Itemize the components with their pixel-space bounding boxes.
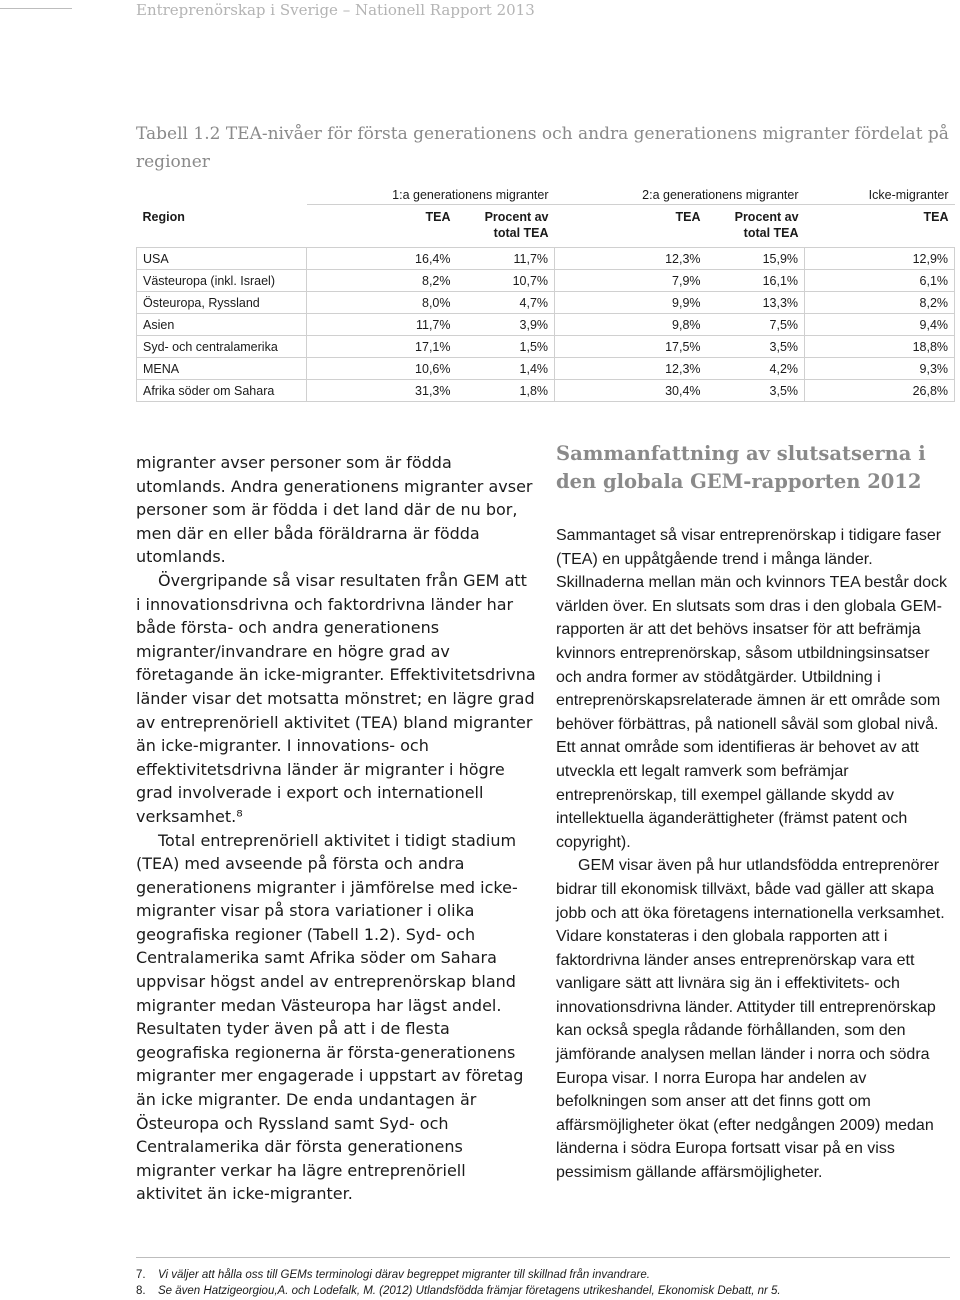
table-caption: Tabell 1.2 TEA-nivåer för första generationens och andra generationens migranter fördelat på regioner: [136, 124, 949, 172]
region-cell: Asien: [137, 314, 307, 336]
region-cell: MENA: [137, 358, 307, 380]
region-cell: USA: [137, 248, 307, 270]
right-body-column: [556, 440, 948, 1185]
sub-header-tea-2: TEA: [555, 205, 707, 248]
value-cell: 9,9%: [555, 292, 707, 314]
value-cell: 12,9%: [805, 248, 955, 270]
value-cell: 8,2%: [805, 292, 955, 314]
region-cell: Syd- och centralamerika: [137, 336, 307, 358]
value-cell: 30,4%: [555, 380, 707, 402]
footnote-number: 8.: [136, 1285, 146, 1297]
region-cell: Östeuropa, Ryssland: [137, 292, 307, 314]
section-heading: Sammanfattning av slutsatserna i den globala GEM-rapporten 2012: [556, 442, 926, 493]
right-paragraph: Sammantaget så visar entreprenörskap i tidigare faser (TEA) en uppåtgående trend i många länder. Skillnaderna mellan män och kvinnors TEA består dock världen över. En slutsats som dras i den globala GEM-rapporten är att det behövs insatser för att befrämja kvinnors entreprenörskap, såsom utbildningsinsatser och andra former av stödåtgärder. Utbildning i entreprenörskapsrelaterade ämnen är ett område som behöver förbättras, på nationell såväl som global nivå. Ett annat område som identifieras är behovet av att utveckla ett legalt ramverk som befrämjar entreprenörskap, till exempel gällande skydd av intellektuella äganderättigheter (främst patent och copyright).: [556, 527, 948, 851]
value-cell: 7,9%: [555, 270, 707, 292]
value-cell: 17,5%: [555, 336, 707, 358]
value-cell: 12,3%: [555, 248, 707, 270]
footnote-rule: [136, 1257, 950, 1258]
value-cell: 26,8%: [805, 380, 955, 402]
group-header-non-migrants: Icke-migranter: [805, 180, 955, 205]
table-row: [137, 336, 955, 358]
value-cell: 7,5%: [707, 314, 805, 336]
value-cell: 8,0%: [307, 292, 457, 314]
value-cell: 15,9%: [707, 248, 805, 270]
value-cell: 1,4%: [457, 358, 555, 380]
value-cell: 6,1%: [805, 270, 955, 292]
region-header: Region: [137, 205, 307, 248]
footnote-number: 7.: [136, 1269, 146, 1281]
value-cell: 9,3%: [805, 358, 955, 380]
footnote: [136, 1283, 950, 1299]
table-corner: [137, 180, 307, 205]
table-body: [137, 248, 955, 402]
footnotes: [136, 1267, 950, 1299]
value-cell: 4,7%: [457, 292, 555, 314]
sub-header-pct-1: Procent av total TEA: [457, 205, 555, 248]
region-cell: Afrika söder om Sahara: [137, 380, 307, 402]
value-cell: 16,4%: [307, 248, 457, 270]
value-cell: 10,6%: [307, 358, 457, 380]
running-head: Entreprenörskap i Sverige – Nationell Rapport 2013: [136, 1, 535, 19]
group-header-first-gen: 1:a generationens migranter: [307, 180, 555, 205]
value-cell: 3,9%: [457, 314, 555, 336]
value-cell: 17,1%: [307, 336, 457, 358]
sub-header-tea-1: TEA: [307, 205, 457, 248]
value-cell: 11,7%: [457, 248, 555, 270]
value-cell: 8,2%: [307, 270, 457, 292]
value-cell: 10,7%: [457, 270, 555, 292]
value-cell: 3,5%: [707, 336, 805, 358]
footnote-text: Se även Hatzigeorgiou,A. och Lodefalk, M. (2012) Utlandsfödda främjar företagens utrikeshandel, Ekonomisk Debatt, nr 5.: [158, 1285, 781, 1297]
value-cell: 1,5%: [457, 336, 555, 358]
value-cell: 12,3%: [555, 358, 707, 380]
table-sub-header-row: [137, 205, 955, 248]
right-paragraph: GEM visar även på hur utlandsfödda entreprenörer bidrar till ekonomisk tillväxt, både vad gäller att skapa jobb och att öka företagens internationella verksamhet. Vidare konstateras i den globala rapporten att i faktordrivna länder anses entreprenörskap vara ett vanligare sätt att livnära sig än i effektivitets- och innovationsdrivna länder. Attityder till entreprenörskap kan också spegla rådande förhållanden, som den jämförande analysen mellan länder i norra och södra Europa visar. I norra Europa har andelen av befolkningen som anser att det finns gott om affärsmöjligheter ökat (efter nedgången 2009) medan länderna i södra Europa fortsatt visar på en viss pessimism gällande affärsmöjligheter.: [556, 857, 945, 1182]
tea-table: [136, 180, 955, 402]
left-paragraph: migranter avser personer som är födda utomlands. Andra generationens migranter avser personer som är födda i det land där de nu bor, men där en eller båda föräldrarna är födda utomlands.: [136, 453, 533, 567]
value-cell: 18,8%: [805, 336, 955, 358]
table-row: [137, 292, 955, 314]
sub-header-tea-3: TEA: [805, 205, 955, 248]
table-row: [137, 248, 955, 270]
value-cell: 11,7%: [307, 314, 457, 336]
value-cell: 3,5%: [707, 380, 805, 402]
header-rule: [0, 8, 72, 9]
table-row: [137, 270, 955, 292]
left-paragraph: Övergripande så visar resultaten från GEM att i innovationsdrivna och faktordrivna länder har både första- och andra generationens migranter/invandrare en högre grad av företagande än icke-migranter. Effektivitetsdrivna länder visar det motsatta mönstret; en lägre grad av entreprenöriell aktivitet (TEA) bland migranter än icke-migranter. I innovations- och effektivitetsdrivna länder är migranter i högre grad involverade i export och internationell verksamhet.⁸: [136, 570, 536, 826]
value-cell: 13,3%: [707, 292, 805, 314]
value-cell: 1,8%: [457, 380, 555, 402]
group-header-second-gen: 2:a generationens migranter: [555, 180, 805, 205]
value-cell: 4,2%: [707, 358, 805, 380]
value-cell: 16,1%: [707, 270, 805, 292]
table-row: [137, 314, 955, 336]
left-paragraph: Total entreprenöriell aktivitet i tidigt stadium (TEA) med avseende på första och andra generationens migranter i jämförelse med icke-migranter visar på stora variationer i olika geografiska regioner (Tabell 1.2). Syd- och Centralamerika samt Afrika söder om Sahara uppvisar högst andel av entreprenörskap bland migranter medan Västeuropa har lägst andel. Resultaten tyder även på att i de flesta geografiska regionerna är första-generationens migranter mer engagerade i uppstart av företag än icke migranter. De enda undantagen är Östeuropa och Ryssland samt Syd- och Centralamerika där första generationens migranter verkar ha lägre entreprenöriell aktivitet än icke-migranter.: [136, 830, 524, 1204]
value-cell: 9,8%: [555, 314, 707, 336]
left-body-column: [136, 451, 536, 1206]
value-cell: 9,4%: [805, 314, 955, 336]
footnote: [136, 1267, 950, 1283]
region-cell: Västeuropa (inkl. Israel): [137, 270, 307, 292]
table-row: [137, 358, 955, 380]
sub-header-pct-2: Procent av total TEA: [707, 205, 805, 248]
table-group-header-row: [137, 180, 955, 205]
table-row: [137, 380, 955, 402]
footnote-text: Vi väljer att hålla oss till GEMs terminologi därav begreppet migranter till skillnad från invandrare.: [158, 1269, 650, 1281]
value-cell: 31,3%: [307, 380, 457, 402]
